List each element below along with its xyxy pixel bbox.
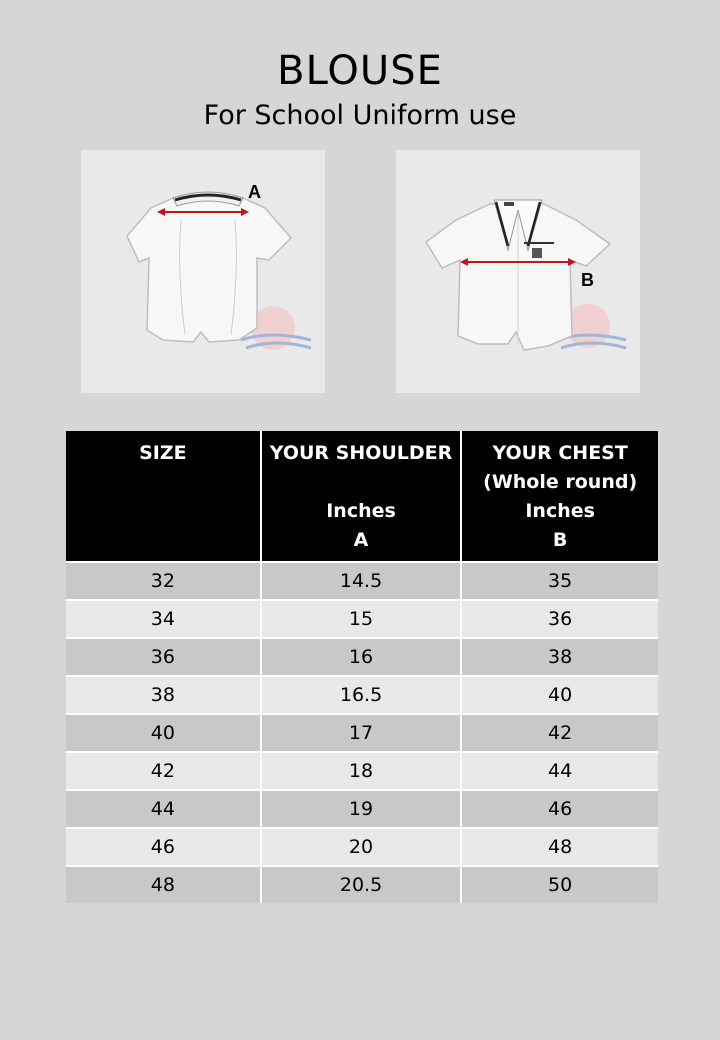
chest-cell: 35 <box>461 562 658 600</box>
shoulder-marker-a: A <box>248 182 261 202</box>
blouse-front-photo <box>396 150 640 393</box>
size-cell: 36 <box>66 638 261 676</box>
chest-cell: 40 <box>461 676 658 714</box>
table-row <box>66 714 658 752</box>
table-header-row <box>66 431 658 562</box>
size-chart-table <box>66 431 658 903</box>
size-cell: 40 <box>66 714 261 752</box>
table-row <box>66 562 658 600</box>
shoulder-cell: 19 <box>261 790 462 828</box>
table-row <box>66 638 658 676</box>
size-cell: 32 <box>66 562 261 600</box>
blouse-back-photo <box>81 150 325 393</box>
size-cell: 44 <box>66 790 261 828</box>
shoulder-cell: 16.5 <box>261 676 462 714</box>
chest-cell: 50 <box>461 866 658 903</box>
column-header-chest: YOUR CHEST (Whole round) Inches B <box>461 431 658 562</box>
shoulder-cell: 20 <box>261 828 462 866</box>
shoulder-cell: 20.5 <box>261 866 462 903</box>
shoulder-cell: 14.5 <box>261 562 462 600</box>
chest-cell: 46 <box>461 790 658 828</box>
table-row <box>66 752 658 790</box>
chest-cell: 42 <box>461 714 658 752</box>
page-title: BLOUSE <box>277 48 443 94</box>
size-cell: 38 <box>66 676 261 714</box>
chest-cell: 44 <box>461 752 658 790</box>
table-row <box>66 828 658 866</box>
size-cell: 48 <box>66 866 261 903</box>
shoulder-cell: 15 <box>261 600 462 638</box>
chest-cell: 36 <box>461 600 658 638</box>
blouse-back-illustration <box>81 150 325 393</box>
chest-marker-b: B <box>581 270 594 290</box>
column-header-shoulder: YOUR SHOULDER Inches A <box>261 431 462 562</box>
shoulder-cell: 18 <box>261 752 462 790</box>
size-cell: 46 <box>66 828 261 866</box>
table-row <box>66 676 658 714</box>
table-row <box>66 790 658 828</box>
shoulder-cell: 17 <box>261 714 462 752</box>
column-header-size: SIZE <box>66 431 261 562</box>
chest-cell: 38 <box>461 638 658 676</box>
shoulder-cell: 16 <box>261 638 462 676</box>
chest-cell: 48 <box>461 828 658 866</box>
page-subtitle: For School Uniform use <box>203 100 517 131</box>
table-row <box>66 866 658 903</box>
table-row <box>66 600 658 638</box>
size-cell: 34 <box>66 600 261 638</box>
size-cell: 42 <box>66 752 261 790</box>
blouse-front-illustration <box>396 150 640 393</box>
